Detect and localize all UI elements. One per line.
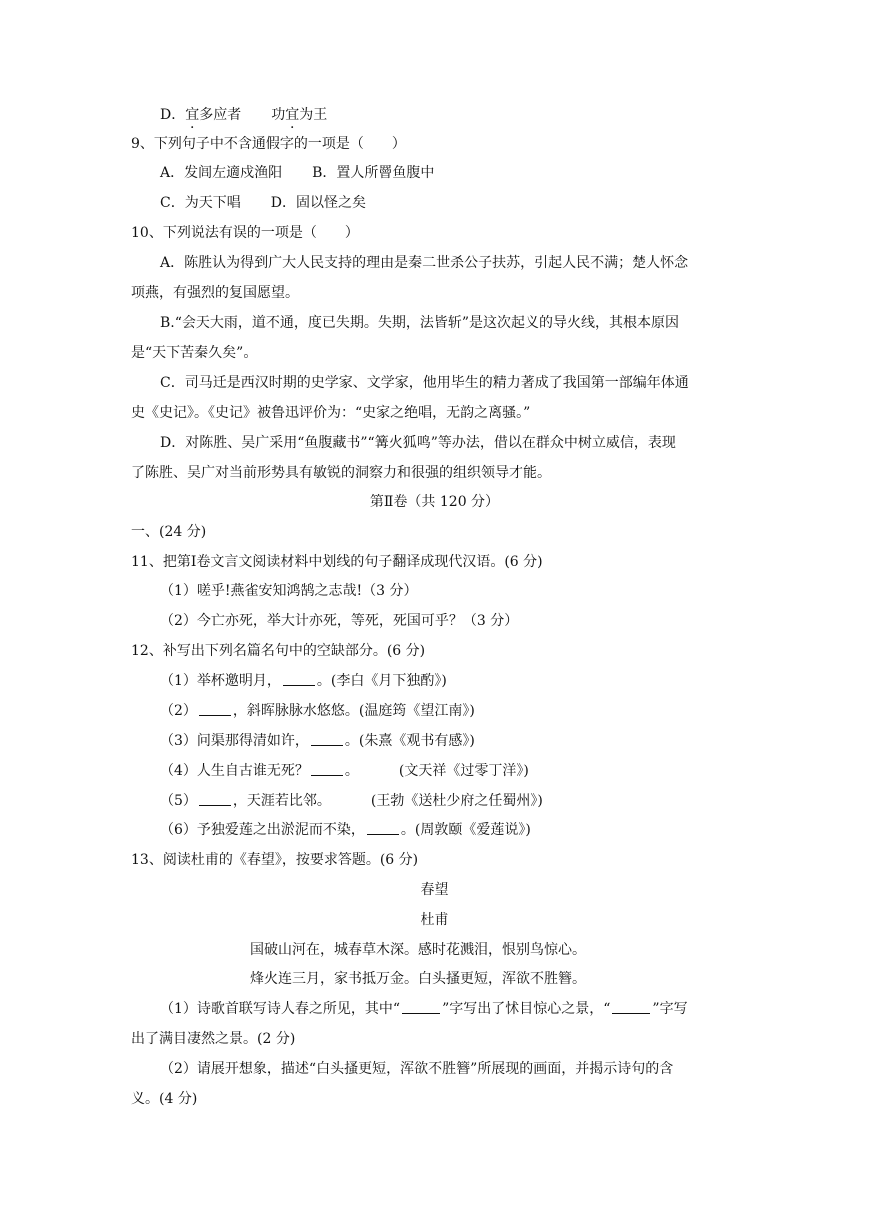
- q10-option-a: A．陈胜认为得到广大人民支持的理由是秦二世杀公子扶苏，引起人民不满；楚人怀念: [160, 255, 689, 271]
- q12-item-4: （4）人生自古谁无死？ 。 (文天祥《过零丁洋》): [160, 763, 529, 779]
- q12-item-5: （5） ，天涯若比邻。 (王勃《送杜少府之任蜀州》): [160, 793, 543, 809]
- q9-options-cd: C．为天下唱 D．固以怪之矣: [160, 195, 366, 211]
- poem-author: 杜甫: [420, 912, 449, 928]
- answer-blank[interactable]: [199, 792, 231, 806]
- q13-item-2: （2）请展开想象，描述“白头搔更短，浑欲不胜簪”所展现的画面，并揭示诗句的含: [160, 1061, 674, 1077]
- poem-line-1: 国破山河在，城春草木深。感时花溅泪，恨别鸟惊心。: [250, 942, 586, 958]
- q11-item-1: （1）嗟乎!燕雀安知鸿鹄之志哉!（3 分）: [160, 583, 418, 599]
- q10-option-b-cont: 是“天下苦秦久矣”。: [131, 345, 258, 361]
- q13-stem: 13、阅读杜甫的《春望》，按要求答题。(6 分): [131, 852, 419, 868]
- q8-emphasis-char: 宜: [185, 107, 200, 123]
- answer-blank[interactable]: [612, 1000, 650, 1014]
- part-heading: 一、(24 分): [131, 524, 207, 540]
- q12-stem: 12、补写出下列名篇名句中的空缺部分。(6 分): [131, 643, 426, 659]
- q13-item-1-cont: 出了满目凄然之景。(2 分): [131, 1031, 296, 1047]
- q9-options-ab: A．发闾左適戍渔阳 B．置人所罾鱼腹中: [160, 165, 435, 181]
- answer-blank[interactable]: [311, 732, 343, 746]
- q11-stem: 11、把第Ⅰ卷文言文阅读材料中划线的句子翻译成现代汉语。(6 分): [131, 554, 543, 570]
- q13-item-2-cont: 义。(4 分): [131, 1091, 198, 1107]
- answer-blank[interactable]: [199, 702, 231, 716]
- answer-blank[interactable]: [367, 821, 399, 835]
- q10-option-d: D．对陈胜、吴广采用“鱼腹藏书”“篝火狐鸣”等办法，借以在群众中树立威信，表现: [160, 435, 676, 451]
- q12-item-2: （2） ，斜晖脉脉水悠悠。(温庭筠《望江南》): [160, 703, 475, 719]
- answer-blank[interactable]: [402, 1000, 440, 1014]
- q12-item-3: （3）问渠那得清如许， 。(朱熹《观书有感》): [160, 733, 475, 749]
- answer-blank[interactable]: [283, 672, 315, 686]
- q10-option-c-cont: 史《史记》。《史记》被鲁迅评价为：“史家之绝唱，无韵之离骚。”: [131, 405, 531, 421]
- q12-item-1: （1）举杯邀明月， 。(李白《月下独酌》): [160, 673, 447, 689]
- q8-emphasis-char: 宜: [285, 107, 300, 123]
- q10-option-c: C．司马迁是西汉时期的史学家、文学家，他用毕生的精力著成了我国第一部编年体通: [160, 375, 689, 391]
- section-title: 第Ⅱ卷（共 120 分）: [369, 494, 500, 510]
- q11-item-2: （2）今亡亦死，举大计亦死，等死，死国可乎？（3 分）: [160, 613, 519, 629]
- q10-option-d-cont: 了陈胜、吴广对当前形势具有敏锐的洞察力和很强的组织领导才能。: [131, 465, 551, 481]
- poem-title: 春望: [420, 882, 449, 898]
- q8-option-d: D．宜多应者 功宜为王: [160, 107, 328, 123]
- q10-option-a-cont: 项燕，有强烈的复国愿望。: [131, 285, 299, 301]
- q10-stem: 10、下列说法有误的一项是（ ）: [131, 225, 359, 241]
- q9-stem: 9、下列句子中不含通假字的一项是（ ）: [131, 136, 406, 152]
- q13-item-1: （1）诗歌首联写诗人春之所见，其中“ ”字写出了怵目惊心之景，“ ”字写: [160, 1001, 688, 1017]
- poem-line-2: 烽火连三月，家书抵万金。白头搔更短，浑欲不胜簪。: [250, 971, 586, 987]
- q10-option-b: B.“会天大雨，道不通，度已失期。失期，法皆斩”是这次起义的导火线，其根本原因: [160, 315, 680, 331]
- q12-item-6: （6）予独爱莲之出淤泥而不染， 。(周敦颐《爱莲说》): [160, 822, 531, 838]
- answer-blank[interactable]: [311, 762, 343, 776]
